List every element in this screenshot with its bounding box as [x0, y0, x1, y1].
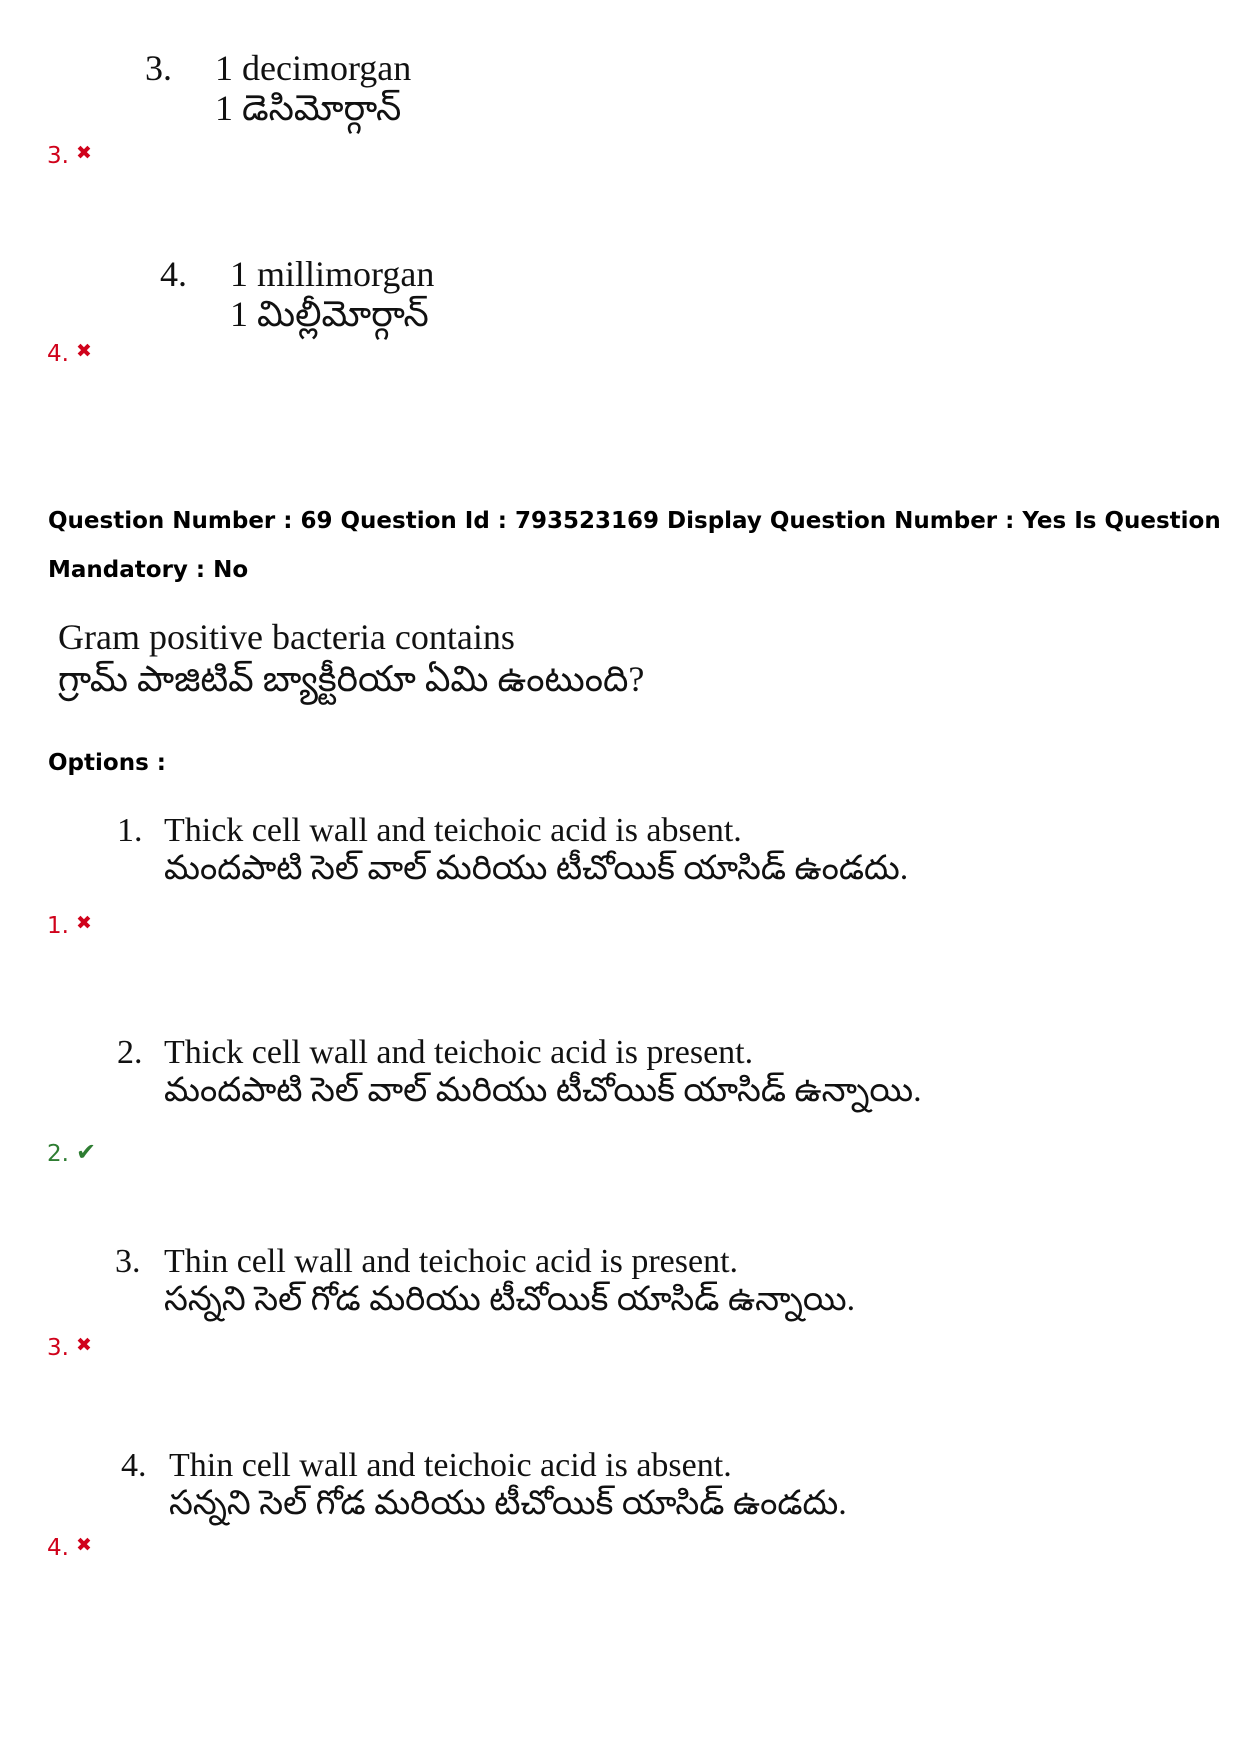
option-marker-label: 3. — [47, 1335, 69, 1361]
option-english-text: Thin cell wall and teichoic acid is present. — [164, 1243, 739, 1280]
option-english-text: 1 millimorgan — [230, 254, 435, 294]
option-telugu-text: 1 మిల్లీమోర్గాన్ — [230, 294, 429, 335]
prev-option-4-marker — [47, 341, 92, 367]
option-2-marker — [47, 1139, 96, 1167]
question-text-telugu: గ్రామ్ పాజిటివ్ బ్యాక్టీరియా ఏమి ఉంటుంది? — [58, 659, 645, 700]
prev-option-3-image — [145, 48, 411, 129]
question-meta-line-2: Mandatory : No — [48, 557, 249, 583]
option-number: 4. — [160, 254, 187, 294]
cross-icon: ✖ — [75, 1534, 92, 1556]
question-meta-line-1: Question Number : 69 Question Id : 793523169 Display Question Number : Yes Is Question — [48, 508, 1221, 534]
option-marker-label: 4. — [47, 1535, 69, 1561]
option-number: 1. — [117, 812, 143, 849]
option-number: 4. — [121, 1447, 147, 1484]
option-english-text: Thick cell wall and teichoic acid is present. — [164, 1034, 754, 1071]
cross-icon: ✖ — [75, 1334, 92, 1356]
check-icon: ✔ — [75, 1138, 97, 1166]
question-text-image — [58, 616, 644, 701]
option-marker-label: 1. — [47, 913, 69, 939]
option-telugu-text: మందపాటి సెల్ వాల్ మరియు టీచోయిక్ యాసిడ్ ఉండదు. — [164, 850, 909, 888]
cross-icon: ✖ — [75, 912, 92, 934]
option-marker-label: 3. — [47, 143, 69, 169]
options-label: Options : — [48, 750, 166, 776]
option-telugu-text: సన్నని సెల్ గోడ మరియు టీచోయిక్ యాసిడ్ ఉండదు. — [169, 1485, 847, 1523]
option-english-text: Thin cell wall and teichoic acid is absent. — [169, 1447, 732, 1484]
cross-icon: ✖ — [75, 340, 92, 362]
option-marker-label: 2. — [47, 1141, 69, 1167]
prev-option-4-image — [160, 254, 434, 335]
option-english-text: 1 decimorgan — [215, 48, 412, 88]
option-3-image — [115, 1243, 855, 1319]
option-number: 2. — [117, 1034, 143, 1071]
option-4-marker — [47, 1535, 92, 1561]
option-4-image — [121, 1447, 847, 1523]
option-telugu-text: సన్నని సెల్ గోడ మరియు టీచోయిక్ యాసిడ్ ఉన్నాయి. — [164, 1281, 856, 1319]
option-1-marker — [47, 913, 92, 939]
option-telugu-text: 1 డెసిమోర్గాన్ — [215, 88, 402, 129]
option-1-image — [117, 812, 908, 888]
option-english-text: Thick cell wall and teichoic acid is absent. — [164, 812, 742, 849]
prev-option-3-marker — [47, 143, 92, 169]
option-number: 3. — [145, 48, 172, 88]
question-text-english: Gram positive bacteria contains — [58, 617, 515, 657]
cross-icon: ✖ — [75, 142, 92, 164]
option-telugu-text: మందపాటి సెల్ వాల్ మరియు టీచోయిక్ యాసిడ్ ఉన్నాయి. — [164, 1072, 922, 1110]
option-number: 3. — [115, 1243, 141, 1280]
option-marker-label: 4. — [47, 341, 69, 367]
option-2-image — [117, 1034, 922, 1110]
option-3-marker — [47, 1335, 92, 1361]
